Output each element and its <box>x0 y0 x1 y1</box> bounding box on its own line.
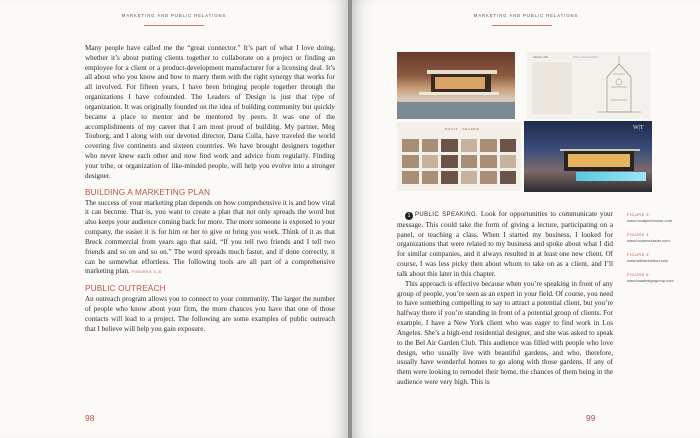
caption-url: www.williamhefner.com <box>627 258 669 263</box>
caption-url: www.lucannekasler.com <box>627 238 670 243</box>
pool <box>576 172 646 181</box>
running-head-rule-left <box>144 25 204 26</box>
figure-4-tag: WILLIAM HEFNER <box>573 55 599 59</box>
figure-4-image <box>527 52 651 119</box>
left-paragraph-1: Many people have called me the “great connector.” It’s part of what I love doing, whether it’s about putting clients together to collaborate on a project or finding an employee for a client or a product-development manufacturer for a licensing deal. It’s all about who you know and how to marry them with the right synergy that works for all involved. For fifteen years, I have been bringing people together through the organizations I have cofounded. The Leaders of Design is just that type of organization. It was originally founded on the idea of building community but quickly became a place to mentor and be mentored by peers. It was one of the accomplishments of my career that I am most proud of building. My partner, Meg Touborg, and I along with our devoted director, Dana Colla, have traveled the world covering five continents and sixteen countries. We have brought designers together who never knew each other and now find work and advice from regularly. Finding your tribe, or organization of like-minded people, will help you evolve into a stronger designer. <box>85 44 335 180</box>
item-label: PUBLIC SPEAKING. <box>415 212 479 218</box>
architectural-sketch <box>527 52 651 119</box>
website-thumbnail-grid <box>402 139 516 184</box>
caption-url: www.mcalpinehouse.com <box>627 218 673 223</box>
list-number-icon: 1 <box>405 212 413 220</box>
figure-captions <box>627 212 695 292</box>
left-paragraph-2 <box>85 199 335 279</box>
caption-figure-5 <box>627 252 695 264</box>
caption-figure-3 <box>627 212 695 224</box>
caption-figure-6 <box>627 272 695 284</box>
figure-reference: FIGURES 3–6 <box>131 270 162 275</box>
right-page <box>352 0 700 438</box>
right-body <box>397 210 613 388</box>
right-paragraph-2: This approach is effective because when you’re speaking in front of any group of people, you’re seen as an expert in your field. Of course, you need to have something compelling to say to attract a potential client, but you’re halfway there if you’re standing in front of a potential group of clients. For example, I have a New York client who was eager to find work in Los Angeles. She’s a high-end residential designer, and she was asked to speak to the Bel Air Garden Club. This audience was filled with people who love design, who usually live with beautiful gardens, and who, therefore, usually have wonderful homes to go along with those gardens. If any of them were looking to remodel their home, the chances of them being in the audience were very high. This is <box>397 279 613 387</box>
page-number-left: 98 <box>85 413 95 423</box>
caption-label: FIGURE 3 <box>627 212 649 217</box>
figure-6-logo: W|T <box>633 125 644 131</box>
heading-public-outreach: PUBLIC OUTREACH <box>85 284 166 294</box>
running-head-rule-right <box>492 25 552 26</box>
heading-marketing-plan: BUILDING A MARKETING PLAN <box>85 187 211 197</box>
modern-house-illustration <box>397 52 515 119</box>
left-page <box>0 0 348 438</box>
caption-label: FIGURE 4 <box>627 232 649 237</box>
left-paragraph-3: An outreach program allows you to connect to your community. The larger the number of people who know about your firm, the more chances you have that one of those contacts will lead to a project. The following are some examples of public outreach that I believe will help you gain exposure. <box>85 295 335 333</box>
left-paragraph-2-text: The success of your marketing plan depends on how comprehensive it is and how viral it can become. That is, you want to create a plan that not only spreads the word but also keeps your audience coming back for more. The more someone is exposed to your company, the easier it is for him or her to give or bring you work. Think of it as that Breck commercial from years ago that said, “If you tell two friends and I tell two friends and so on and so on.” The word spreads much faster, and if done correctly, it can be somewhat effortless. The following tools are all part of a comprehensive marketing plan. <box>85 198 335 276</box>
left-body <box>85 44 335 335</box>
figure-4-logo: HEADLINE <box>533 55 549 59</box>
right-paragraph-1-text: Look for opportunities to communicate your message. This could take the form of giving a lecture, participating on a panel, or teaching a class. When I started my business, I looked for organizations that were related to my business and spoke about what I did for similar companies, and it always resulted in at least one new client. Of course, I was less picky then about whom to take on as a client, and I’ll talk about this later in this chapter. <box>397 210 613 278</box>
caption-url: www.kaadesigngroup.com <box>627 278 674 283</box>
figure-6-image <box>524 121 652 192</box>
caption-label: FIGURE 5 <box>627 252 649 257</box>
figure-5-image <box>397 122 521 191</box>
figure-3-image <box>397 52 515 119</box>
running-head-right: MARKETING AND PUBLIC RELATIONS <box>473 13 579 18</box>
caption-figure-4 <box>627 232 695 244</box>
caption-label: FIGURE 6 <box>627 272 649 277</box>
running-head-left: MARKETING AND PUBLIC RELATIONS <box>121 13 227 18</box>
night-house-illustration <box>524 121 652 192</box>
page-number-right: 99 <box>586 413 596 423</box>
figure-5-logo: HOUSE · KRAMER <box>445 127 480 131</box>
right-paragraph-1 <box>397 210 613 280</box>
